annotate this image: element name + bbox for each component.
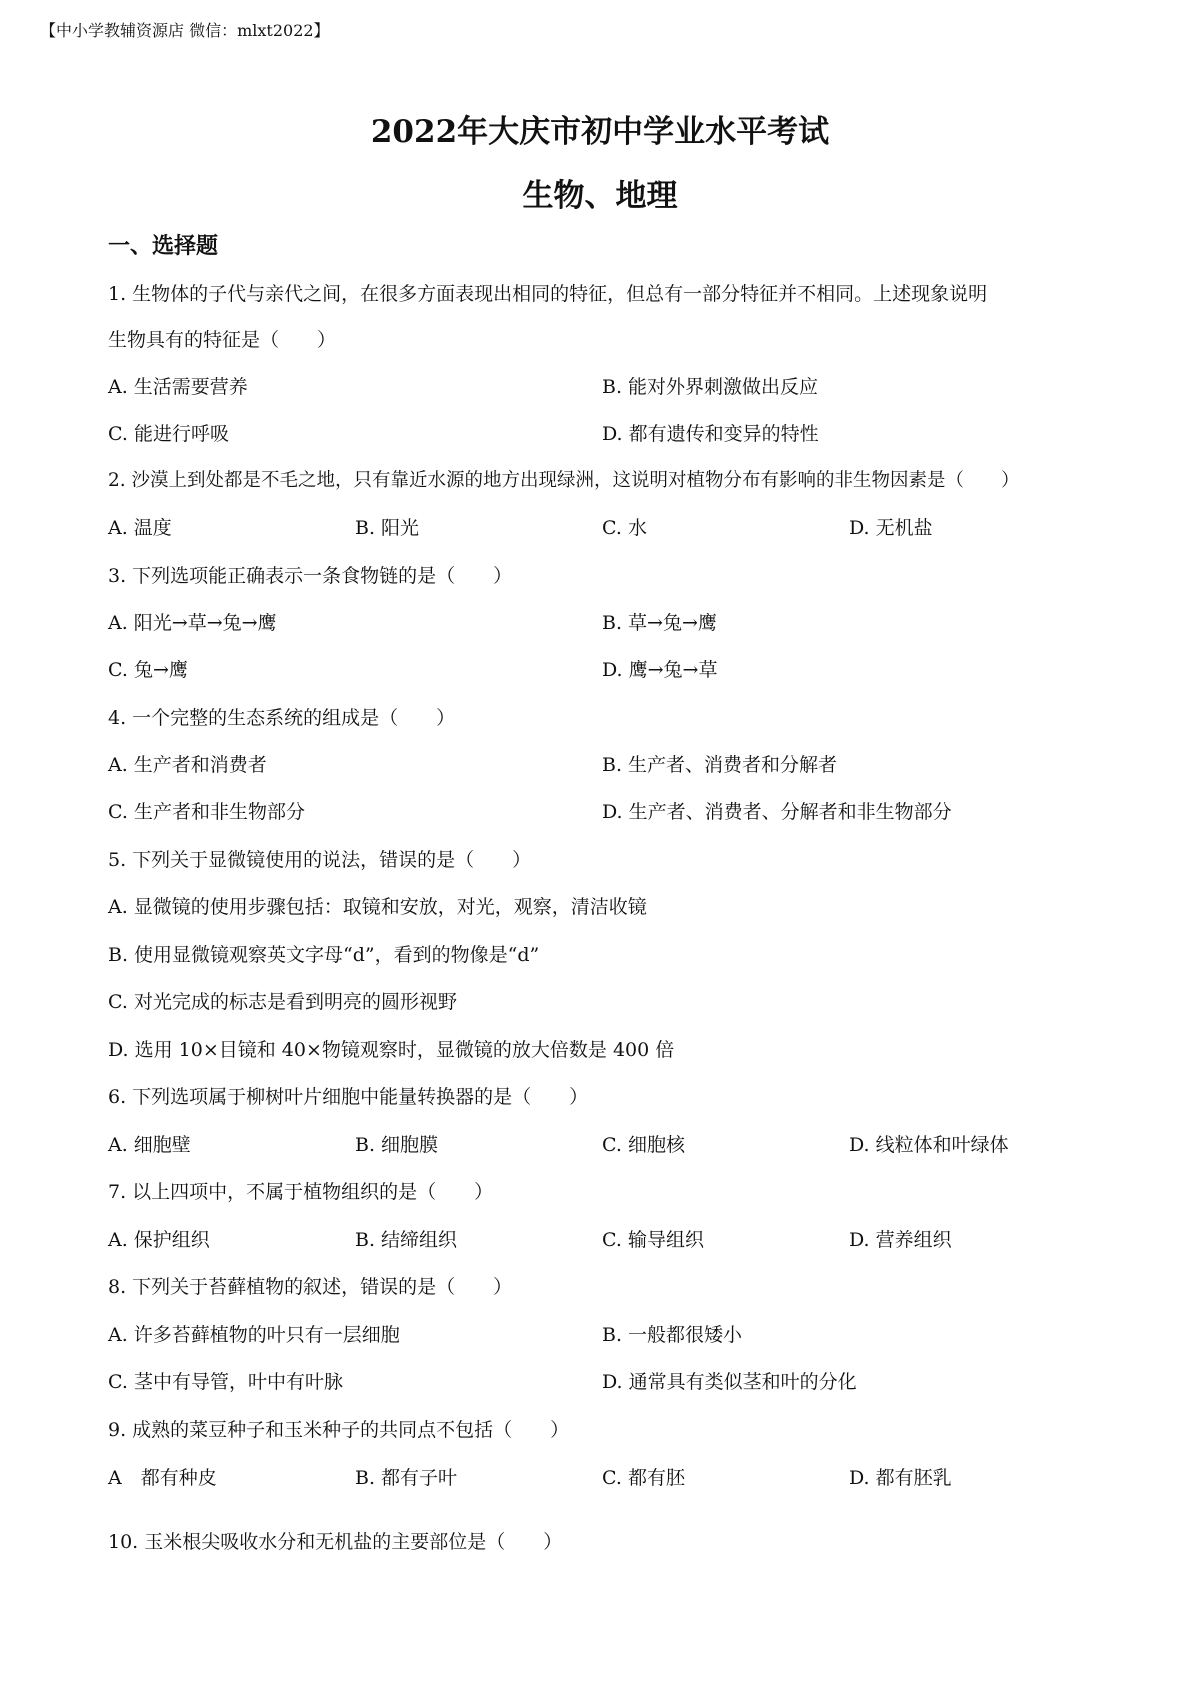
question-4-line-1: 4. 一个完整的生态系统的组成是（ ） bbox=[108, 707, 456, 729]
question-7-option-a: A. 保护组织 bbox=[108, 1229, 210, 1251]
question-3-option-b: B. 草→兔→鹰 bbox=[602, 612, 717, 634]
question-10-line-1: 10. 玉米根尖吸收水分和无机盐的主要部位是（ ） bbox=[108, 1531, 563, 1553]
question-6-line-1: 6. 下列选项属于柳树叶片细胞中能量转换器的是（ ） bbox=[108, 1086, 589, 1108]
question-7-line-1: 7. 以上四项中，不属于植物组织的是（ ） bbox=[108, 1181, 494, 1203]
question-9-option-a: A 都有种皮 bbox=[108, 1467, 217, 1489]
question-5-option-d: D. 选用 10×目镜和 40×物镜观察时，显微镜的放大倍数是 400 倍 bbox=[108, 1039, 675, 1061]
watermark-text: 【中小学教辅资源店 微信：mlxt2022】 bbox=[40, 21, 330, 40]
question-6-option-d: D. 线粒体和叶绿体 bbox=[849, 1134, 1009, 1156]
question-8-option-a: A. 许多苔藓植物的叶只有一层细胞 bbox=[108, 1324, 400, 1346]
question-4-option-b: B. 生产者、消费者和分解者 bbox=[602, 754, 838, 776]
question-1-option-a: A. 生活需要营养 bbox=[108, 376, 248, 398]
question-2-line-1: 2. 沙漠上到处都是不毛之地，只有靠近水源的地方出现绿洲，这说明对植物分布有影响的非生物因素是（ ） bbox=[108, 470, 1020, 491]
question-2-option-c: C. 水 bbox=[602, 517, 647, 539]
question-9-line-1: 9. 成熟的菜豆种子和玉米种子的共同点不包括（ ） bbox=[108, 1419, 570, 1441]
question-2-option-a: A. 温度 bbox=[108, 517, 172, 539]
question-1-line-1: 1. 生物体的子代与亲代之间，在很多方面表现出相同的特征，但总有一部分特征并不相同。上述现象说明 bbox=[108, 283, 988, 305]
question-1-line-2: 生物具有的特征是（ ） bbox=[108, 329, 337, 351]
question-8-option-c: C. 茎中有导管，叶中有叶脉 bbox=[108, 1371, 343, 1393]
question-7-option-d: D. 营养组织 bbox=[849, 1229, 952, 1251]
question-3-option-a: A. 阳光→草→兔→鹰 bbox=[108, 612, 277, 634]
question-6-option-b: B. 细胞膜 bbox=[355, 1134, 439, 1156]
question-5-line-1: 5. 下列关于显微镜使用的说法，错误的是（ ） bbox=[108, 849, 532, 871]
exam-title: 2022年大庆市初中学业水平考试 bbox=[370, 114, 830, 150]
question-7-option-c: C. 输导组织 bbox=[602, 1229, 704, 1251]
section-heading: 一、选择题 bbox=[108, 233, 219, 259]
question-8-option-b: B. 一般都很矮小 bbox=[602, 1324, 743, 1346]
question-1-option-d: D. 都有遗传和变异的特性 bbox=[602, 423, 819, 445]
question-1-option-c: C. 能进行呼吸 bbox=[108, 423, 229, 445]
question-9-option-d: D. 都有胚乳 bbox=[849, 1467, 952, 1489]
question-7-option-b: B. 结缔组织 bbox=[355, 1229, 458, 1251]
question-5-option-c: C. 对光完成的标志是看到明亮的圆形视野 bbox=[108, 991, 457, 1013]
question-9-option-b: B. 都有子叶 bbox=[355, 1467, 458, 1489]
question-9-option-c: C. 都有胚 bbox=[602, 1467, 685, 1489]
question-4-option-d: D. 生产者、消费者、分解者和非生物部分 bbox=[602, 801, 952, 823]
question-6-option-c: C. 细胞核 bbox=[602, 1134, 685, 1156]
question-2-option-b: B. 阳光 bbox=[355, 517, 420, 539]
question-5-option-b: B. 使用显微镜观察英文字母“d”，看到的物像是“d” bbox=[108, 944, 540, 966]
question-8-line-1: 8. 下列关于苔藓植物的叙述，错误的是（ ） bbox=[108, 1276, 513, 1298]
exam-subject: 生物、地理 bbox=[522, 178, 678, 214]
question-3-option-c: C. 兔→鹰 bbox=[108, 659, 188, 681]
question-8-option-d: D. 通常具有类似茎和叶的分化 bbox=[602, 1371, 857, 1393]
question-5-option-a: A. 显微镜的使用步骤包括：取镜和安放，对光，观察，清洁收镜 bbox=[108, 896, 647, 918]
question-1-option-b: B. 能对外界刺激做出反应 bbox=[602, 376, 819, 398]
question-6-option-a: A. 细胞壁 bbox=[108, 1134, 191, 1156]
question-4-option-a: A. 生产者和消费者 bbox=[108, 754, 267, 776]
question-4-option-c: C. 生产者和非生物部分 bbox=[108, 801, 305, 823]
question-3-line-1: 3. 下列选项能正确表示一条食物链的是（ ） bbox=[108, 565, 513, 587]
question-3-option-d: D. 鹰→兔→草 bbox=[602, 659, 718, 681]
question-2-option-d: D. 无机盐 bbox=[849, 517, 933, 539]
